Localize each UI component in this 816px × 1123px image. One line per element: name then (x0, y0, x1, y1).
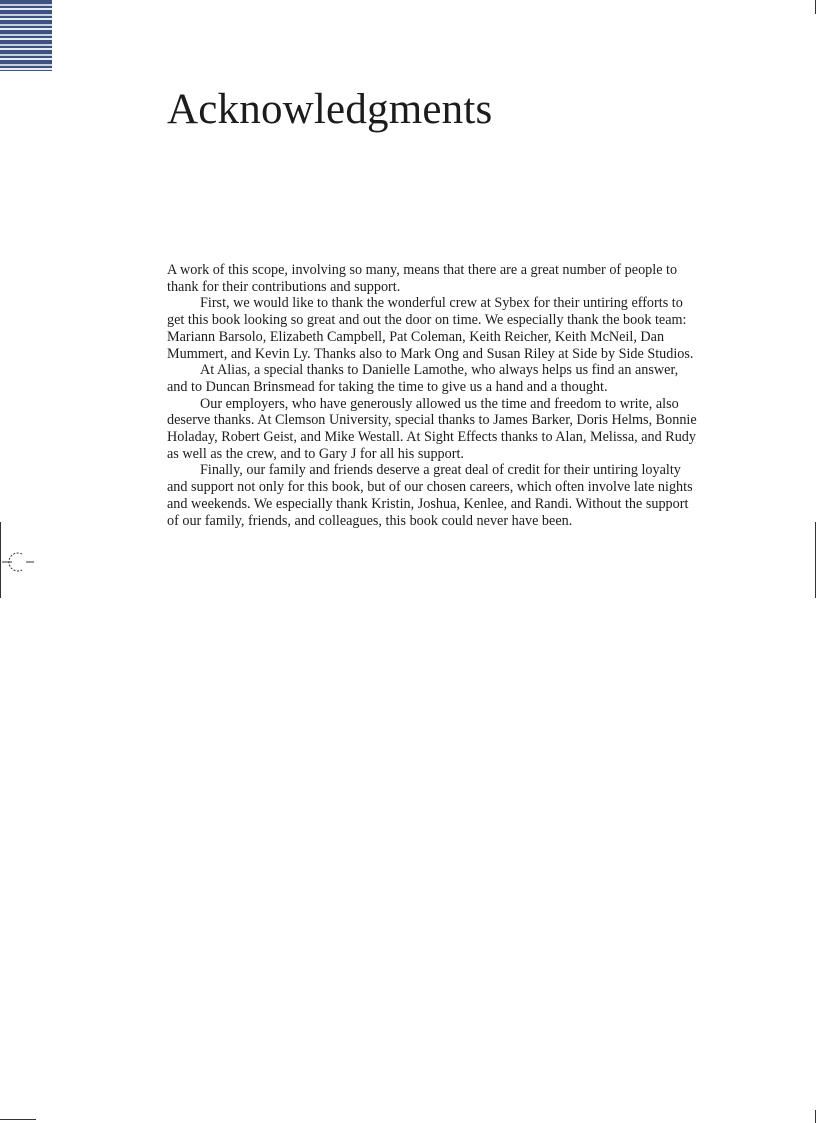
paragraph-alias: At Alias, a special thanks to Danielle Lamothe, who always helps us find an answer, and to Duncan Brinsmead for taking the time to give us a hand and a thought. (167, 362, 679, 395)
acknowledgments-body (167, 262, 697, 529)
crop-mark-left (0, 522, 1, 598)
paragraph-sybex: First, we would like to thank the wonderful crew at Sybex for their untiring efforts to get this book looking so great and out the door on time. We especially thank the book team: Mariann Barsolo, Elizabeth Campbell, Pat Coleman, Keith Reicher, Keith McNeil, Dan Mummert, and Kevin Ly. Thanks also to Mark Ong and Susan Riley at Side by Side Studios. (167, 295, 694, 362)
decorative-stripe-block (0, 0, 52, 71)
paragraph-employers: Our employers, who have generously allowed us the time and freedom to write, also deserve thanks. At Clemson University, special thanks to James Barker, Doris Helms, Bonnie Holaday, Robert Geist, and Mike Westall. At Sight Effects thanks to Alan, Melissa, and Rudy as well as the crew, and to Gary J for all his support. (167, 395, 697, 462)
crop-mark-bottom-left (0, 1119, 36, 1120)
page-title: Acknowledgments (167, 86, 493, 133)
paragraph-intro: A work of this scope, involving so many, means that there are a great number of people to thank for their contributions and support. (167, 262, 678, 295)
registration-mark-icon (2, 552, 34, 572)
paragraph-family: Finally, our family and friends deserve a great deal of credit for their untiring loyalty and support not only for this book, but of our chosen careers, which often involve late nights and weekends. We especially thank Kristin, Joshua, Kenlee, and Randi. Without the support of our family, friends, and colleagues, this book could never have been. (167, 462, 693, 529)
